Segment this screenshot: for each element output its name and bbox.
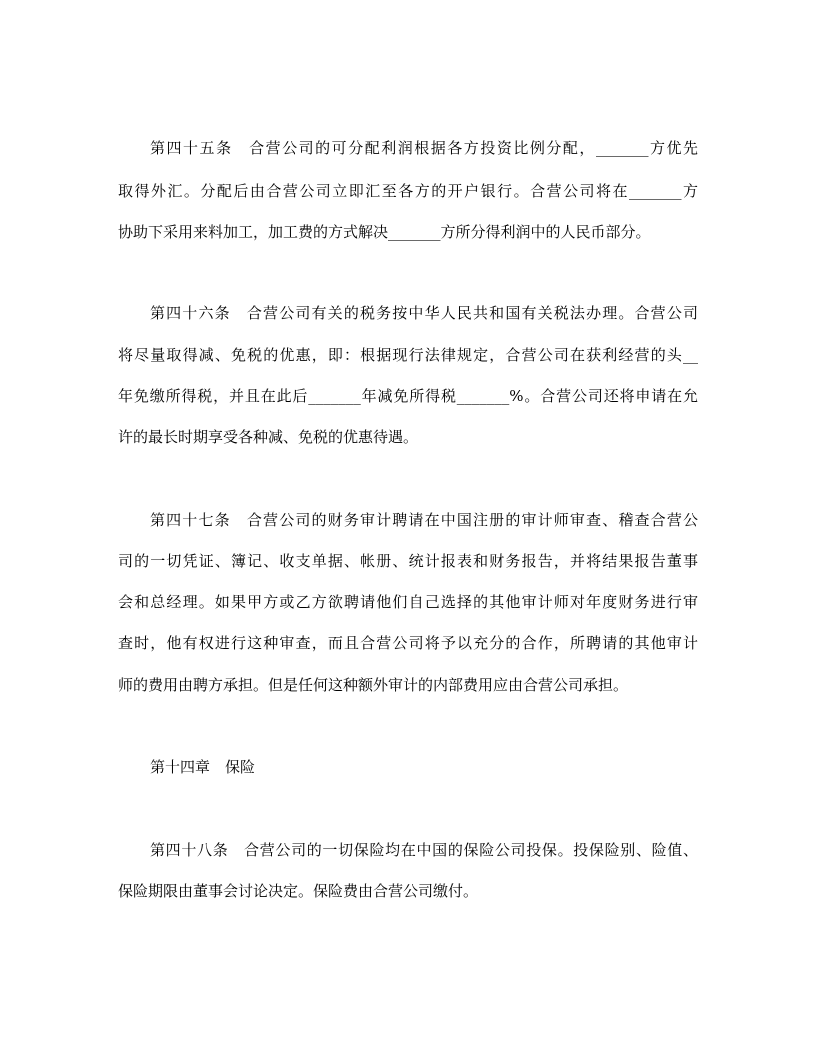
article-46-line-1: 第四十六条 合营公司有关的税务按中华人民共和国有关税法办理。合营公司	[150, 304, 698, 322]
article-47-line-2: 司的一切凭证、簿记、收支单据、帐册、统计报表和财务报告，并将结果报告董事	[118, 552, 698, 570]
article-45-line-3: 协助下采用来料加工，加工费的方式解决_______方所分得利润中的人民币部分。	[118, 223, 651, 241]
article-48-line-2: 保险期限由董事会讨论决定。保险费由合营公司缴付。	[118, 882, 479, 900]
article-47-line-3: 会和总经理。如果甲方或乙方欲聘请他们自己选择的其他审计师对年度财务进行审	[118, 593, 698, 611]
article-46-line-4: 许的最长时期享受各种减、免税的优惠待遇。	[118, 428, 419, 446]
article-47-line-4: 查时，他有权进行这种审查，而且合营公司将予以充分的合作，所聘请的其他审计	[118, 634, 698, 652]
chapter-14-heading: 第十四章 保险	[150, 758, 256, 776]
article-45-line-2: 取得外汇。分配后由合营公司立即汇至各方的开户银行。合营公司将在_______方	[118, 182, 698, 200]
article-45-line-1: 第四十五条 合营公司的可分配利润根据各方投资比例分配，_______方优先	[150, 139, 698, 157]
article-47-line-1: 第四十七条 合营公司的财务审计聘请在中国注册的审计师审查、稽查合营公	[150, 511, 698, 529]
article-46-line-2: 将尽量取得减、免税的优惠，即：根据现行法律规定，合营公司在获利经营的头__	[118, 346, 698, 364]
article-46-line-3: 年免缴所得税，并且在此后_______年减免所得税_______%。合营公司还将申请在允	[118, 387, 698, 405]
article-47-line-5: 师的费用由聘方承担。但是任何这种额外审计的内部费用应由合营公司承担。	[118, 676, 629, 694]
article-48-line-1: 第四十八条 合营公司的一切保险均在中国的保险公司投保。投保险别、险值、	[150, 841, 698, 859]
